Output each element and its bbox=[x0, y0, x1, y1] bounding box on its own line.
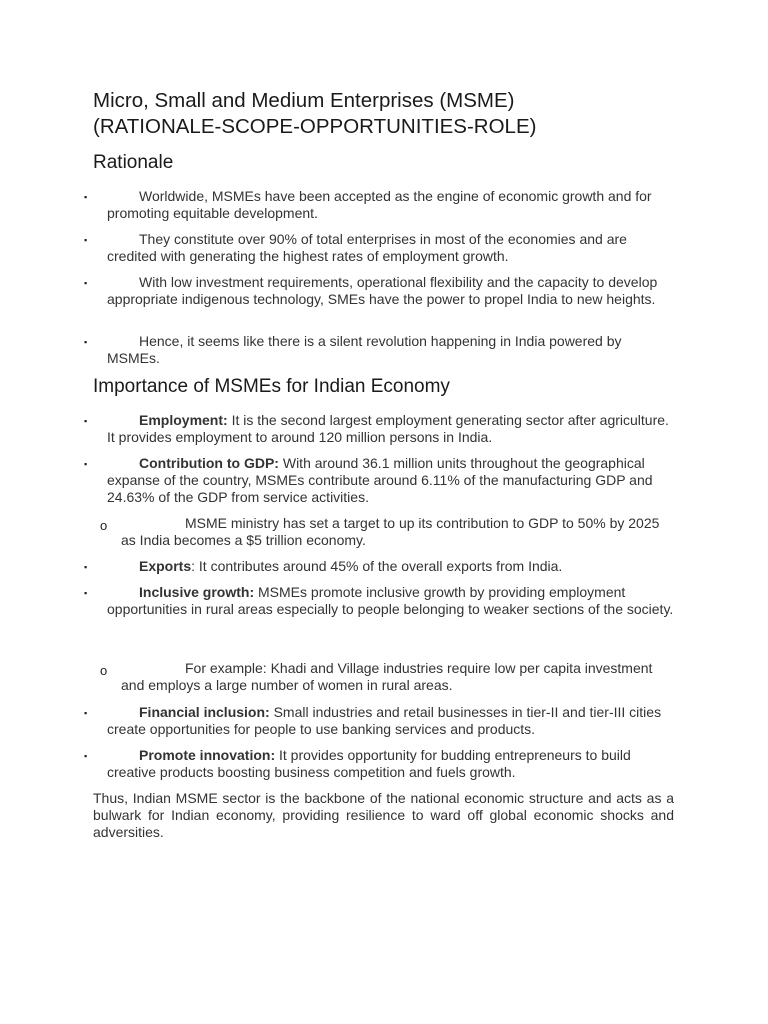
document-title bbox=[93, 88, 713, 140]
bullet-icon: ▪ bbox=[84, 278, 88, 288]
bullet-icon: ▪ bbox=[84, 588, 88, 598]
bullet-icon: ▪ bbox=[84, 416, 88, 426]
bullet-icon: ▪ bbox=[84, 459, 88, 469]
item-text: It is the second largest employment generating sector after agriculture. It provides employment to around 120 million persons in India. bbox=[107, 412, 669, 445]
title-line-2: (RATIONALE-SCOPE-OPPORTUNITIES-ROLE) bbox=[93, 115, 537, 138]
sub-bullet-icon: o bbox=[100, 663, 108, 678]
item-text: It provides opportunity for budding entrepreneurs to build creative products boosting business competition and fuels growth. bbox=[107, 747, 631, 780]
item-label: Financial inclusion: bbox=[139, 704, 270, 720]
bullet-icon: ▪ bbox=[84, 751, 88, 761]
title-line-1: Micro, Small and Medium Enterprises (MSME) bbox=[93, 89, 515, 112]
item-label: Exports bbox=[139, 558, 192, 574]
item-text: : It contributes around 45% of the overall exports from India. bbox=[191, 558, 563, 574]
bullet-icon: ▪ bbox=[84, 708, 88, 718]
conclusion-paragraph: Thus, Indian MSME sector is the backbone of the national economic structure and acts as a bulwark for Indian economy, providing resilience to ward off global economic shocks and adversities. bbox=[93, 790, 674, 840]
bullet-icon: ▪ bbox=[84, 337, 88, 347]
item-text: MSMEs promote inclusive growth by providing employment opportunities in rural areas especially to people belonging to weaker sections of the society. bbox=[107, 584, 674, 617]
bullet-icon: ▪ bbox=[84, 192, 88, 202]
item-text: With around 36.1 million units throughout the geographical expanse of the country, MSMEs contribute around 6.11% of the manufacturing GDP and 24.63% of the GDP from service activities. bbox=[107, 455, 653, 505]
rationale-item-text: With low investment requirements, operational flexibility and the capacity to develop appropriate indigenous technology, SMEs have the power to propel India to new heights. bbox=[107, 274, 658, 307]
item-text: For example: Khadi and Village industries require low per capita investment and employs a large number of women in rural areas. bbox=[121, 660, 653, 693]
item-text: Small industries and retail businesses in tier-II and tier-III cities create opportunities for people to use banking services and products. bbox=[107, 704, 662, 737]
item-label: Contribution to GDP: bbox=[139, 455, 279, 471]
rationale-heading: Rationale bbox=[93, 152, 174, 173]
item-label: Promote innovation: bbox=[139, 747, 276, 763]
item-label: Inclusive growth: bbox=[139, 584, 255, 600]
item-text: MSME ministry has set a target to up its contribution to GDP to 50% by 2025 as India becomes a $5 trillion economy. bbox=[121, 515, 660, 548]
sub-bullet-icon: o bbox=[100, 518, 108, 533]
bullet-icon: ▪ bbox=[84, 562, 88, 572]
rationale-item-text: Hence, it seems like there is a silent revolution happening in India powered by MSMEs. bbox=[107, 333, 622, 366]
rationale-item-text: They constitute over 90% of total enterprises in most of the economies and are credited with generating the highest rates of employment growth. bbox=[107, 231, 627, 264]
bullet-icon: ▪ bbox=[84, 235, 88, 245]
importance-heading: Importance of MSMEs for Indian Economy bbox=[93, 376, 450, 397]
item-label: Employment: bbox=[139, 412, 228, 428]
rationale-item-text: Worldwide, MSMEs have been accepted as the engine of economic growth and for promoting equitable development. bbox=[107, 188, 652, 221]
